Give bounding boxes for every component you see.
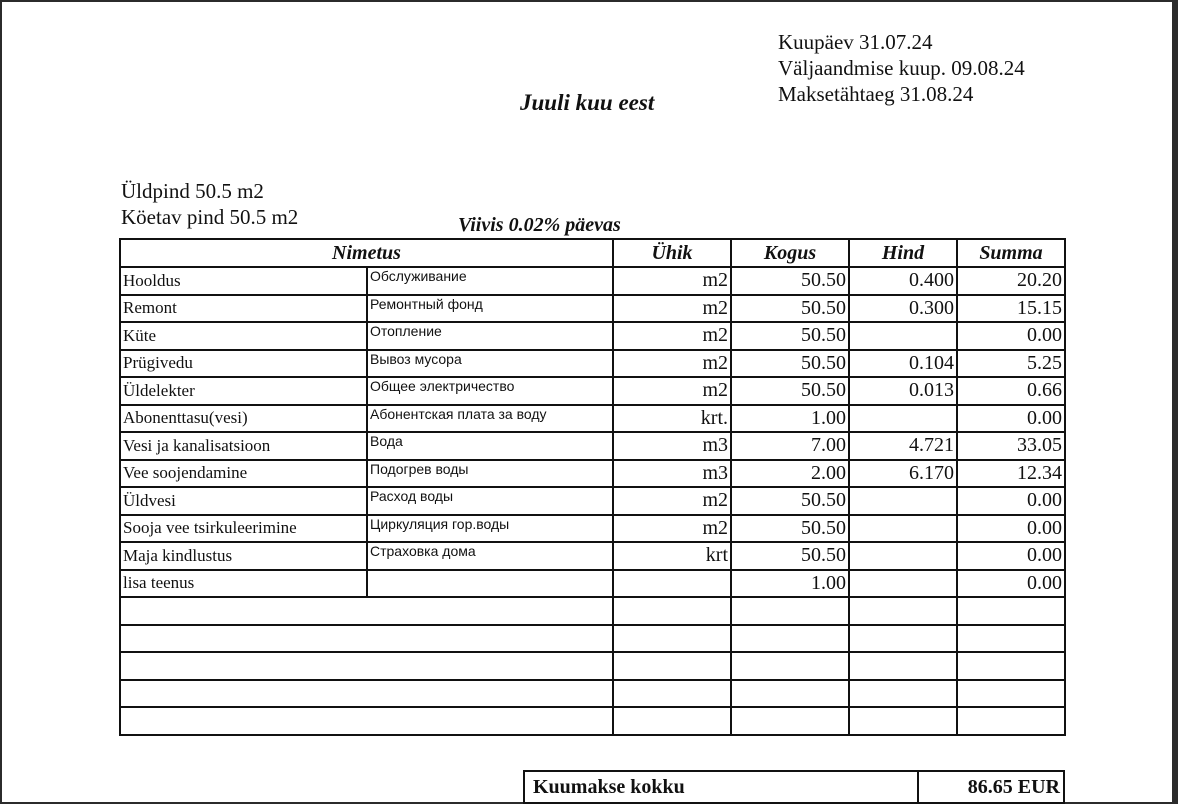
item-name-et: Abonenttasu(vesi)	[120, 405, 367, 433]
total-box	[523, 770, 1065, 804]
table-row	[120, 295, 1065, 323]
item-name-ru: Страховка дома	[367, 542, 613, 570]
item-name-ru: Общее электричество	[367, 377, 613, 405]
empty-cell	[120, 625, 613, 653]
total-label: Kuumakse kokku	[524, 771, 918, 803]
empty-cell	[120, 597, 613, 625]
penalty-rate: Viivis 0.02% päevas	[458, 214, 621, 236]
item-quantity: 1.00	[731, 405, 849, 433]
table-row	[120, 377, 1065, 405]
item-price	[849, 487, 957, 515]
empty-cell	[731, 652, 849, 680]
item-name-et: Maja kindlustus	[120, 542, 367, 570]
item-name-et: Remont	[120, 295, 367, 323]
heated-area: Köetav pind 50.5 m2	[121, 205, 299, 229]
item-name-ru: Абонентская плата за воду	[367, 405, 613, 433]
item-price	[849, 570, 957, 598]
item-quantity: 50.50	[731, 267, 849, 295]
item-quantity: 7.00	[731, 432, 849, 460]
item-unit: m2	[613, 295, 731, 323]
item-sum: 12.34	[957, 460, 1065, 488]
item-sum: 0.00	[957, 322, 1065, 350]
item-price: 0.104	[849, 350, 957, 378]
empty-cell	[120, 707, 613, 735]
item-sum: 0.00	[957, 515, 1065, 543]
item-name-ru: Отопление	[367, 322, 613, 350]
item-name-ru: Вывоз мусора	[367, 350, 613, 378]
table-row	[120, 487, 1065, 515]
empty-cell	[613, 597, 731, 625]
item-quantity: 50.50	[731, 487, 849, 515]
table-row	[120, 542, 1065, 570]
item-quantity: 50.50	[731, 350, 849, 378]
empty-cell	[613, 625, 731, 653]
item-sum: 0.00	[957, 405, 1065, 433]
item-unit	[613, 570, 731, 598]
item-name-ru: Циркуляция гор.воды	[367, 515, 613, 543]
empty-cell	[849, 652, 957, 680]
empty-table-row	[120, 652, 1065, 680]
charges-table	[119, 238, 1066, 736]
header-sum: Summa	[957, 239, 1065, 267]
table-row	[120, 322, 1065, 350]
item-quantity: 50.50	[731, 322, 849, 350]
item-unit: krt.	[613, 405, 731, 433]
empty-cell	[731, 625, 849, 653]
item-name-et: Üldvesi	[120, 487, 367, 515]
empty-cell	[957, 597, 1065, 625]
item-name-ru: Подогрев воды	[367, 460, 613, 488]
table-row	[120, 460, 1065, 488]
item-name-ru: Обслуживание	[367, 267, 613, 295]
total-value: 86.65 EUR	[918, 771, 1064, 803]
header-unit: Ühik	[613, 239, 731, 267]
empty-cell	[849, 597, 957, 625]
total-area: Üldpind 50.5 m2	[121, 179, 264, 203]
item-sum: 0.00	[957, 487, 1065, 515]
empty-cell	[613, 707, 731, 735]
item-sum: 0.00	[957, 542, 1065, 570]
item-sum: 5.25	[957, 350, 1065, 378]
item-price: 0.013	[849, 377, 957, 405]
item-unit: m3	[613, 460, 731, 488]
item-quantity: 50.50	[731, 542, 849, 570]
empty-cell	[731, 597, 849, 625]
empty-cell	[613, 652, 731, 680]
header-quantity: Kogus	[731, 239, 849, 267]
item-unit: m3	[613, 432, 731, 460]
invoice-title: Juuli kuu eest	[520, 90, 655, 115]
item-sum: 15.15	[957, 295, 1065, 323]
empty-cell	[957, 707, 1065, 735]
item-name-et: Vesi ja kanalisatsioon	[120, 432, 367, 460]
item-unit: m2	[613, 322, 731, 350]
item-quantity: 50.50	[731, 515, 849, 543]
item-quantity: 1.00	[731, 570, 849, 598]
item-price	[849, 405, 957, 433]
item-unit: m2	[613, 487, 731, 515]
empty-table-row	[120, 625, 1065, 653]
empty-cell	[957, 625, 1065, 653]
item-price: 6.170	[849, 460, 957, 488]
empty-cell	[731, 680, 849, 708]
item-name-ru	[367, 570, 613, 598]
table-row	[120, 350, 1065, 378]
empty-cell	[120, 680, 613, 708]
item-quantity: 50.50	[731, 377, 849, 405]
item-name-ru: Вода	[367, 432, 613, 460]
empty-cell	[849, 707, 957, 735]
item-price: 0.300	[849, 295, 957, 323]
item-name-et: Prügivedu	[120, 350, 367, 378]
item-sum: 0.66	[957, 377, 1065, 405]
item-unit: m2	[613, 377, 731, 405]
item-name-et: Hooldus	[120, 267, 367, 295]
item-sum: 20.20	[957, 267, 1065, 295]
item-price: 0.400	[849, 267, 957, 295]
table-row	[120, 267, 1065, 295]
item-quantity: 2.00	[731, 460, 849, 488]
item-name-ru: Ремонтный фонд	[367, 295, 613, 323]
header-price: Hind	[849, 239, 957, 267]
table-row	[120, 432, 1065, 460]
empty-cell	[613, 680, 731, 708]
item-name-et: Sooja vee tsirkuleerimine	[120, 515, 367, 543]
table-row	[120, 405, 1065, 433]
empty-cell	[731, 707, 849, 735]
item-sum: 0.00	[957, 570, 1065, 598]
empty-table-row	[120, 597, 1065, 625]
item-price	[849, 542, 957, 570]
item-name-et: lisa teenus	[120, 570, 367, 598]
item-sum: 33.05	[957, 432, 1065, 460]
due-date: Maksetähtaeg 31.08.24	[778, 82, 974, 106]
issue-date: Väljaandmise kuup. 09.08.24	[778, 56, 1025, 80]
invoice-date: Kuupäev 31.07.24	[778, 30, 933, 54]
table-row	[120, 515, 1065, 543]
table-header-row	[120, 239, 1065, 267]
invoice-page	[2, 2, 1172, 802]
item-name-et: Küte	[120, 322, 367, 350]
item-name-et: Vee soojendamine	[120, 460, 367, 488]
empty-cell	[957, 652, 1065, 680]
item-unit: krt	[613, 542, 731, 570]
item-unit: m2	[613, 515, 731, 543]
item-name-et: Üldelekter	[120, 377, 367, 405]
item-price	[849, 515, 957, 543]
item-unit: m2	[613, 350, 731, 378]
item-name-ru: Расход воды	[367, 487, 613, 515]
empty-cell	[849, 625, 957, 653]
empty-cell	[957, 680, 1065, 708]
item-unit: m2	[613, 267, 731, 295]
empty-table-row	[120, 707, 1065, 735]
empty-table-row	[120, 680, 1065, 708]
empty-cell	[120, 652, 613, 680]
header-name: Nimetus	[120, 239, 613, 267]
table-row	[120, 570, 1065, 598]
item-price	[849, 322, 957, 350]
empty-cell	[849, 680, 957, 708]
item-price: 4.721	[849, 432, 957, 460]
item-quantity: 50.50	[731, 295, 849, 323]
